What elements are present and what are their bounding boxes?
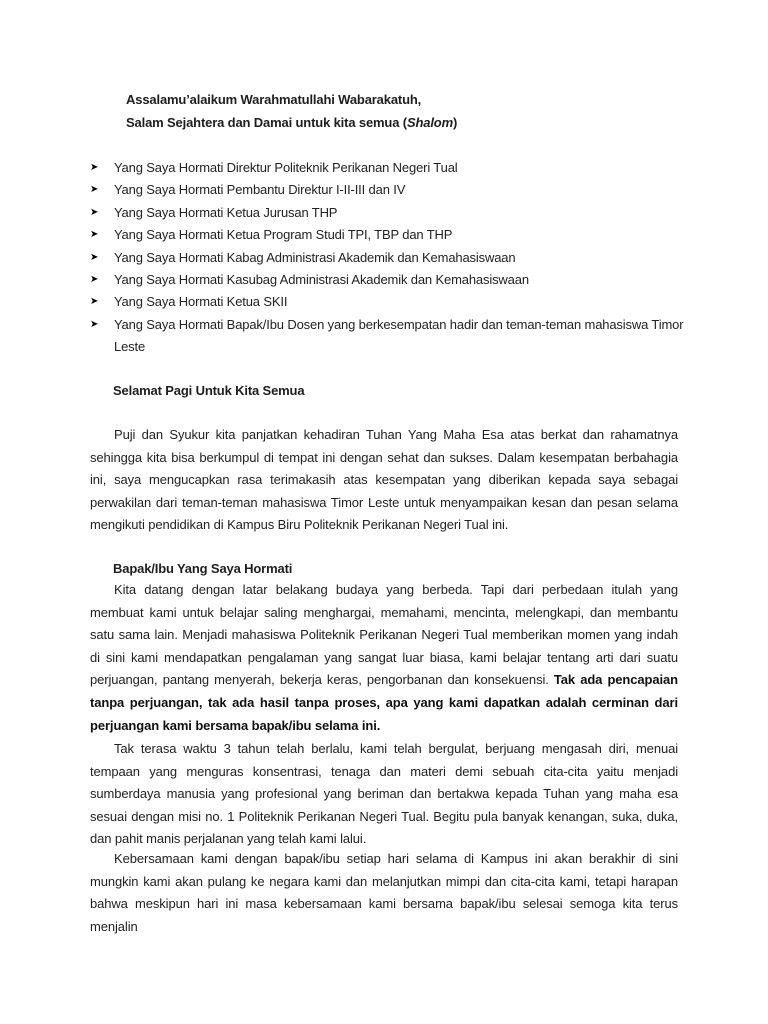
greeting-line-2-suffix: ) — [453, 115, 458, 130]
list-item-text: Yang Saya Hormati Pembantu Direktur I-II-III dan IV — [114, 182, 406, 198]
list-item-text: Yang Saya Hormati Ketua Jurusan THP — [114, 204, 338, 220]
list-item-text: Yang Saya Hormati Kabag Administrasi Akademik dan Kemahasiswaan — [114, 249, 516, 265]
paragraph-thanks — [90, 424, 678, 537]
list-item — [90, 157, 690, 179]
paragraph-background — [90, 579, 678, 737]
paragraph-three-years-text: Tak terasa waktu 3 tahun telah berlalu, kami telah bergulat, berjuang mengasah diri, menuai tempaan yang menguras konsentrasi, tenaga dan materi demi sebuah cita-cita yaitu menjadi sumberdaya manusia yang profesional yang beriman dan bertakwa kepada Tuhan yang maha esa sesuai dengan misi no. 1 Politeknik Perikanan Negeri Tual. Begitu pula banyak kenangan, suka, duka, dan pahit manis perjalanan yang telah kami lalui. — [90, 741, 678, 847]
list-item — [90, 224, 690, 246]
list-item-text: Yang Saya Hormati Ketua Program Studi TPI, TBP dan THP — [114, 227, 453, 243]
arrow-bullet-icon: ➤ — [90, 184, 99, 196]
list-item-text: Yang Saya Hormati Direktur Politeknik Perikanan Negeri Tual — [114, 160, 458, 175]
list-item — [90, 291, 690, 313]
arrow-bullet-icon: ➤ — [90, 318, 99, 330]
paragraph-thanks-text: Puji dan Syukur kita panjatkan kehadiran Tuhan Yang Maha Esa atas berkat dan rahamatnya sehingga kita bisa berkumpul di tempat ini dengan sehat dan sukses. Dalam kesempatan berbahagia ini, saya mengucapkan rasa terimakasih atas kesempatan yang diberikan kepada saya sebagai perwakilan dari teman-teman mahasiswa Timor Leste untuk menyampaikan kesan dan pesan selama mengikuti pendidikan di Kampus Biru Politeknik Perikanan Negeri Tual ini. — [90, 427, 678, 533]
list-item-text: Yang Saya Hormati Ketua SKII — [114, 294, 288, 310]
paragraph-togetherness — [90, 848, 678, 938]
arrow-bullet-icon: ➤ — [90, 162, 99, 173]
greeting-line-2 — [126, 115, 457, 131]
greeting-emphasis: Shalom — [406, 115, 454, 130]
salutation-list — [90, 157, 690, 359]
greeting-line-1: Assalamu’alaikum Warahmatullahi Wabarakatuh, — [126, 92, 422, 107]
section-heading-greeting: Selamat Pagi Untuk Kita Semua — [113, 383, 305, 398]
list-item — [90, 179, 690, 201]
greeting-line-2-prefix: Salam Sejahtera dan Damai untuk kita semua ( — [126, 115, 407, 130]
arrow-bullet-icon: ➤ — [90, 229, 99, 241]
arrow-bullet-icon: ➤ — [90, 206, 99, 218]
section-heading-address: Bapak/Ibu Yang Saya Hormati — [113, 561, 293, 576]
arrow-bullet-icon: ➤ — [90, 274, 99, 286]
paragraph-background-text: Kita datang dengan latar belakang budaya yang berbeda. Tapi dari perbedaan itulah yang membuat kami untuk belajar saling menghargai, memahami, mencinta, melengkapi, dan membantu satu sama lain. Menjadi mahasiswa Politeknik Perikanan Negeri Tual memberikan momen yang indah di sini kami mendapatkan pengalaman yang sangat luar biasa, kami belajar tentang arti dari suatu perjuangan, pantang menyerah, bekerja keras, pengorbanan dan konsekuensi. — [90, 582, 678, 688]
list-item-text: Yang Saya Hormati Kasubag Administrasi Akademik dan Kemahasiswaan — [114, 272, 529, 288]
list-item — [90, 247, 690, 269]
list-item — [90, 314, 690, 359]
list-item-text: Yang Saya Hormati Bapak/Ibu Dosen yang berkesempatan hadir dan teman-teman mahasiswa Timor Leste — [114, 316, 684, 355]
list-item — [90, 202, 690, 224]
arrow-bullet-icon: ➤ — [90, 251, 99, 263]
list-item — [90, 269, 690, 291]
paragraph-three-years — [90, 738, 678, 851]
paragraph-background-bold: Tak ada pencapaian tanpa perjuangan, tak ada hasil tanpa proses, apa yang kami dapatkan adalah cerminan dari perjuangan kami bersama bapak/ibu selama ini. — [90, 672, 678, 733]
arrow-bullet-icon: ➤ — [90, 296, 99, 308]
paragraph-togetherness-text: Kebersamaan kami dengan bapak/ibu setiap hari selama di Kampus ini akan berakhir di sini mungkin kami akan pulang ke negara kami dan melanjutkan mimpi dan cita-cita kami, tetapi harapan bahwa meskipun hari ini masa kebersamaan kami bersama bapak/ibu selesai semoga kita terus menjalin — [90, 851, 678, 934]
